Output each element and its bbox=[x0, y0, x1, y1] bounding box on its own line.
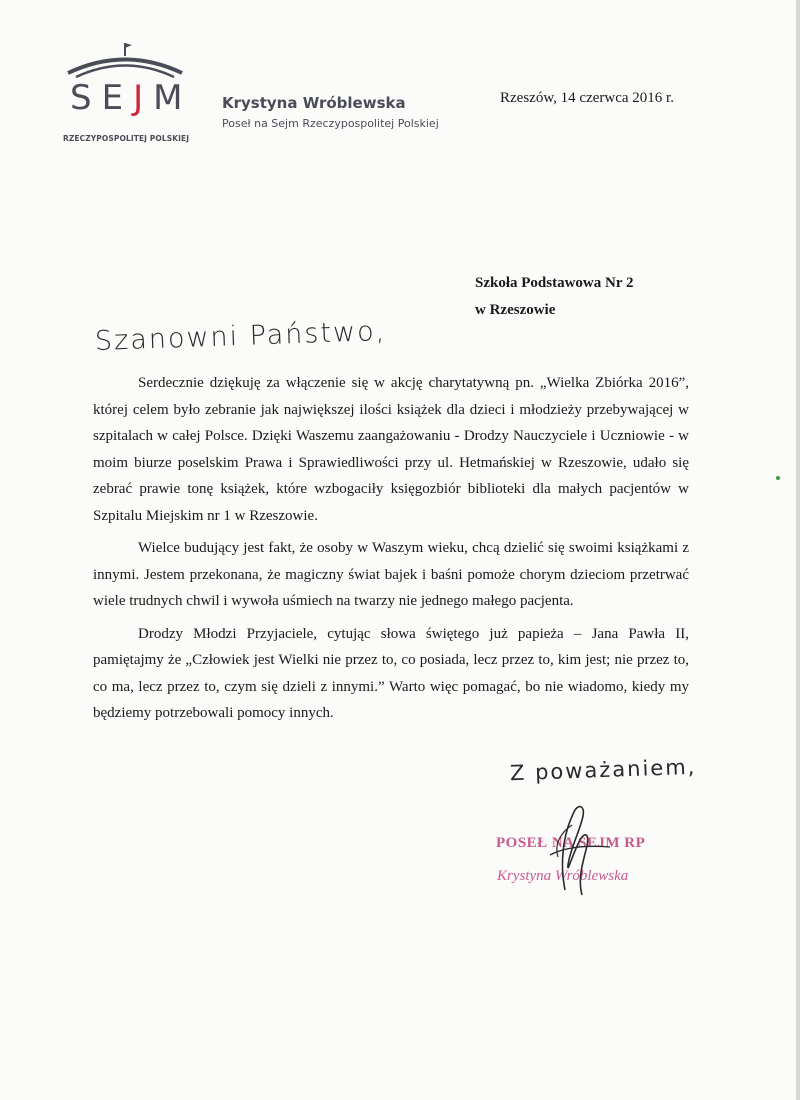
body-paragraph-2: Wielce budujący jest fakt, że osoby w Waszym wieku, chcą dzielić się swoimi książkami z innymi. Jestem przekonana, że magiczny świat bajek i baśni pomoże chorym dzieciom przetrwać wiele trudnych chwil i wywoła uśmiech na twarzy nie jednego małego pacjenta. bbox=[93, 540, 689, 609]
letter-body bbox=[93, 370, 689, 733]
body-paragraph-1: Serdecznie dziękuję za włączenie się w akcję charytatywną pn. „Wielka Zbiórka 2016”, której celem było zebranie jak największej ilości książek dla dzieci i młodzieży przebywającej w szpitalach w całej Polsce. Dzięki Waszemu zaangażowaniu - Drodzy Nauczyciele i Uczniowie - w moim biurze poselskim Prawa i Sprawiedliwości przy ul. Hetmańskiej w Rzeszowie, udało się zebrać prawie tonę książek, które wzbogaciły księgozbiór biblioteki dla małych pacjentów w Szpitalu Miejskim nr 1 w Rzeszowie. bbox=[93, 375, 689, 524]
sender-role: Poseł na Sejm Rzeczypospolitej Polskiej bbox=[222, 117, 439, 130]
sender-block bbox=[222, 94, 439, 130]
page-edge bbox=[796, 0, 800, 1100]
paper-speck bbox=[776, 476, 780, 480]
recipient-block bbox=[475, 270, 633, 324]
body-paragraph-3: Drodzy Młodzi Przyjaciele, cytując słowa świętego już papieża – Jana Pawła II, pamiętajmy że „Człowiek jest Wielki nie przez to, co posiada, lecz przez to, kim jest; nie przez to, co ma, lecz przez to, czym się dzieli z innymi.” Warto więc pomagać, bo nie wiadomo, kiedy my będziemy potrzebowali pomocy innych. bbox=[93, 625, 689, 721]
recipient-line-1: Szkoła Podstawowa Nr 2 bbox=[475, 275, 634, 291]
handwritten-salutation: Szanowni Państwo, bbox=[94, 315, 387, 357]
stamp-name: Krystyna Wróblewska bbox=[497, 868, 629, 884]
logo-subtitle: RZECZYPOSPOLITEJ POLSKIEJ bbox=[63, 134, 190, 143]
recipient-line-2: w Rzeszowie bbox=[475, 302, 556, 318]
logo-wordmark: SEJM bbox=[70, 78, 193, 118]
stamp-title: POSEŁ NA SEJM RP bbox=[496, 835, 646, 851]
letter-date: Rzeszów, 14 czerwca 2016 r. bbox=[500, 90, 674, 106]
sejm-logo bbox=[60, 40, 193, 150]
handwritten-closing: Z poważaniem, bbox=[509, 754, 697, 786]
signature-icon bbox=[520, 795, 630, 905]
sender-name: Krystyna Wróblewska bbox=[222, 94, 406, 112]
